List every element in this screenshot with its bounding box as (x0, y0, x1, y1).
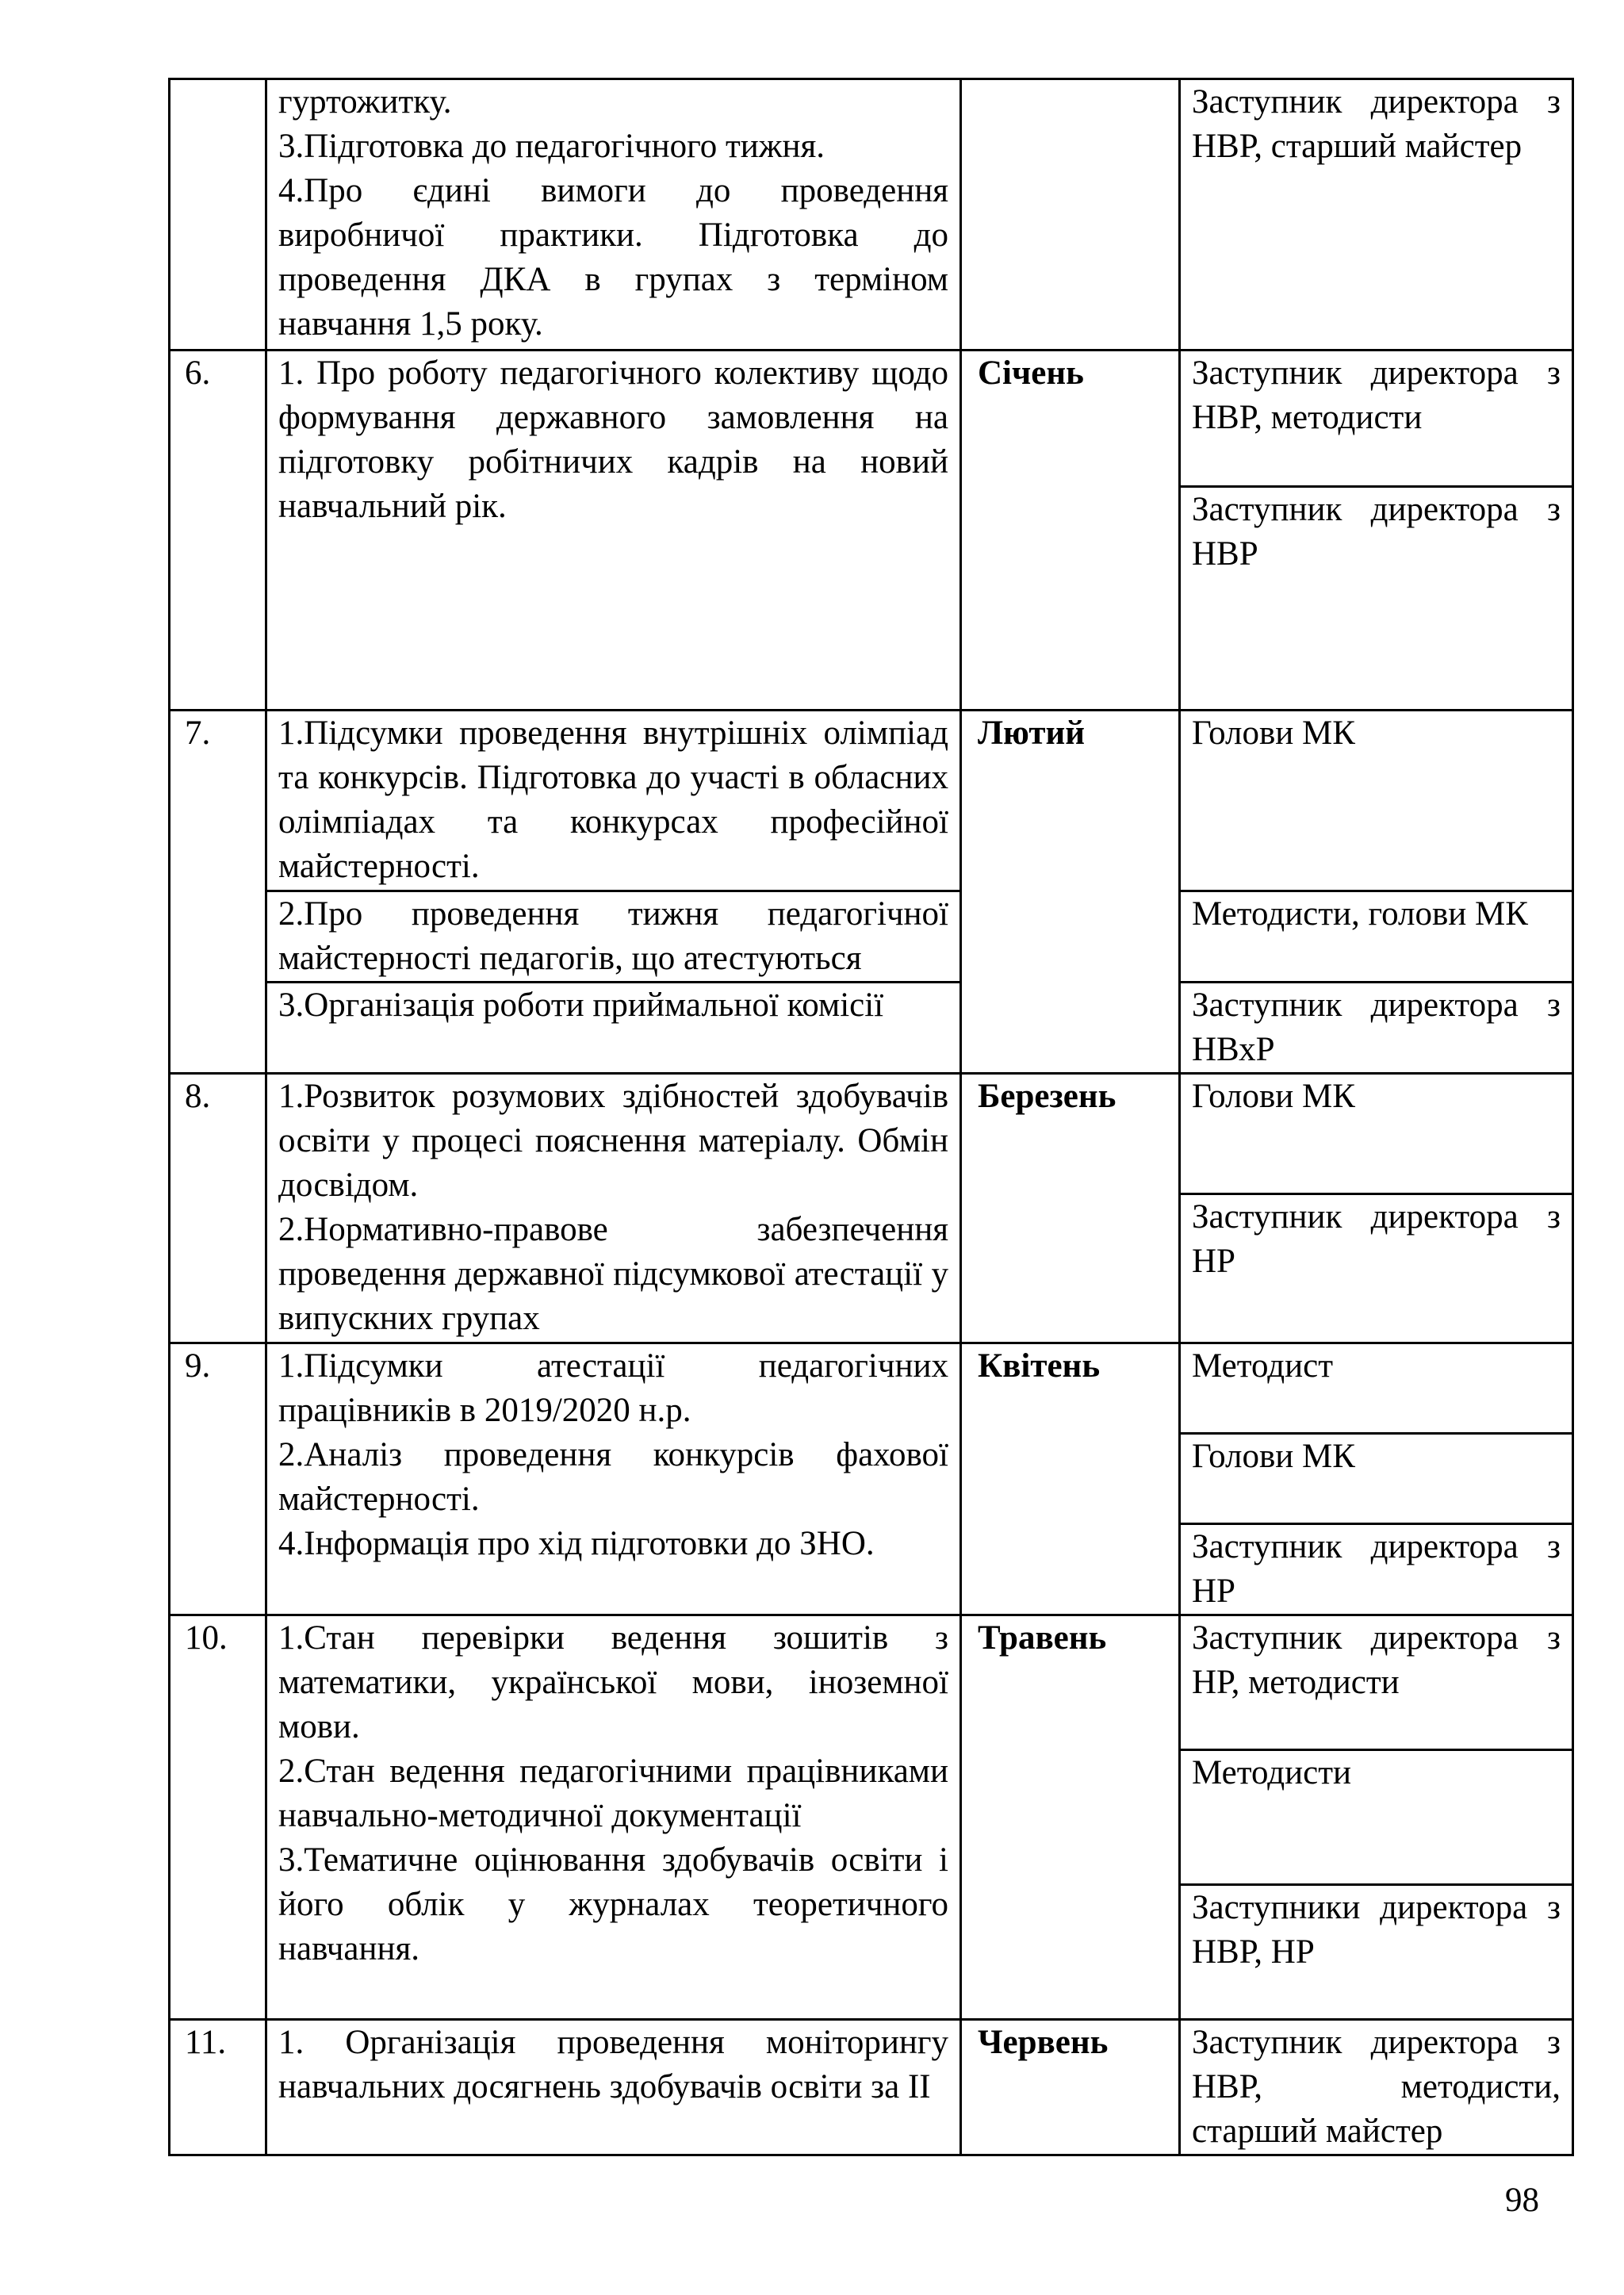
row-number: 6. (170, 351, 266, 711)
row-responsible: Заступник директора з НР, методисти (1180, 1615, 1573, 1750)
row-number: 9. (170, 1343, 266, 1615)
row-content (266, 1343, 961, 1615)
row-month: Травень (961, 1615, 1180, 2020)
content-item: 1.Розвиток розумових здібностей здобувачів освіти у процесі пояснення матеріалу. Обмін досвідом. (278, 1078, 948, 1204)
plan-table (168, 78, 1574, 2156)
content-item: 4.Інформація про хід підготовки до ЗНО. (278, 1525, 875, 1562)
row-month (961, 79, 1180, 351)
row-responsible: Голови МК (1180, 1074, 1573, 1194)
row-number (170, 79, 266, 351)
content-item: 1. Про роботу педагогічного колективу щодо формування державного замовлення на підготовку робітничих кадрів на новий навчальний рік. (278, 354, 948, 525)
row-responsible: Голови МК (1180, 1434, 1573, 1524)
content-item: 1. Організація проведення моніторингу навчальних досягнень здобувачів освіти за ІІ (278, 2024, 948, 2105)
content-item: 3.Організація роботи приймальної комісії (278, 987, 884, 1024)
row-content (266, 711, 961, 891)
row-number: 7. (170, 711, 266, 1074)
table-row (170, 1074, 1573, 1194)
row-responsible: Методисти, голови МК (1180, 891, 1573, 983)
row-number: 8. (170, 1074, 266, 1343)
table-row (170, 1615, 1573, 1750)
row-responsible: Методисти (1180, 1750, 1573, 1885)
row-responsible: Заступник директора з НВхР (1180, 983, 1573, 1074)
content-item: 1.Підсумки проведення внутрішніх олімпіад та конкурсів. Підготовка до участі в обласних олімпіадах та конкурсах професійної майстерності. (278, 715, 948, 885)
row-responsible: Заступник директора з НР (1180, 1524, 1573, 1615)
content-item: 2.Стан ведення педагогічними працівниками навчально-методичної документації (278, 1753, 948, 1834)
content-item: 3.Підготовка до педагогічного тижня. (278, 128, 825, 165)
row-responsible: Заступник директора з НВР, методисти (1180, 351, 1573, 487)
content-item: 2.Аналіз проведення конкурсів фахової майстерності. (278, 1436, 948, 1518)
row-month: Червень (961, 2020, 1180, 2155)
row-responsible: Заступник директора з НВР, старший майстер (1180, 79, 1573, 351)
row-content (266, 891, 961, 983)
content-item: 2.Нормативно-правове забезпечення проведення державної підсумкової атестації у випускних групах (278, 1211, 948, 1337)
content-item: 1.Стан перевірки ведення зошитів з математики, української мови, іноземної мови. (278, 1619, 948, 1745)
row-content (266, 983, 961, 1074)
table-row (170, 2020, 1573, 2155)
content-item: 3.Тематичне оцінювання здобувачів освіти і його облік у журналах теоретичного навчання. (278, 1841, 948, 1967)
content-item: гуртожитку. (278, 83, 452, 121)
content-item: 2.Про проведення тижня педагогічної майстерності педагогів, що атестуються (278, 895, 948, 977)
row-responsible: Заступник директора з НВР (1180, 487, 1573, 711)
row-responsible: Голови МК (1180, 711, 1573, 891)
row-content (266, 79, 961, 351)
row-responsible: Методист (1180, 1343, 1573, 1434)
row-content (266, 2020, 961, 2155)
row-month: Лютий (961, 711, 1180, 1074)
row-month: Січень (961, 351, 1180, 711)
table-row (170, 983, 1573, 1074)
content-item: 1.Підсумки атестації педагогічних працівників в 2019/2020 н.р. (278, 1347, 948, 1429)
row-month: Березень (961, 1074, 1180, 1343)
row-content (266, 1074, 961, 1343)
row-month: Квітень (961, 1343, 1180, 1615)
row-number: 11. (170, 2020, 266, 2155)
content-item: 4.Про єдині вимоги до проведення виробничої практики. Підготовка до проведення ДКА в групах з терміном навчання 1,5 року. (278, 172, 948, 343)
table-row (170, 891, 1573, 983)
table-row (170, 351, 1573, 487)
table-row (170, 711, 1573, 891)
table-row (170, 79, 1573, 351)
row-responsible: Заступник директора з НР (1180, 1194, 1573, 1343)
page-number: 98 (1505, 2182, 1539, 2219)
row-content (266, 351, 961, 711)
row-content (266, 1615, 961, 2020)
table-row (170, 1343, 1573, 1434)
row-responsible: Заступники директора з НВР, НР (1180, 1885, 1573, 2020)
row-number: 10. (170, 1615, 266, 2020)
row-responsible: Заступник директора з НВР, методисти, старший майстер (1180, 2020, 1573, 2155)
